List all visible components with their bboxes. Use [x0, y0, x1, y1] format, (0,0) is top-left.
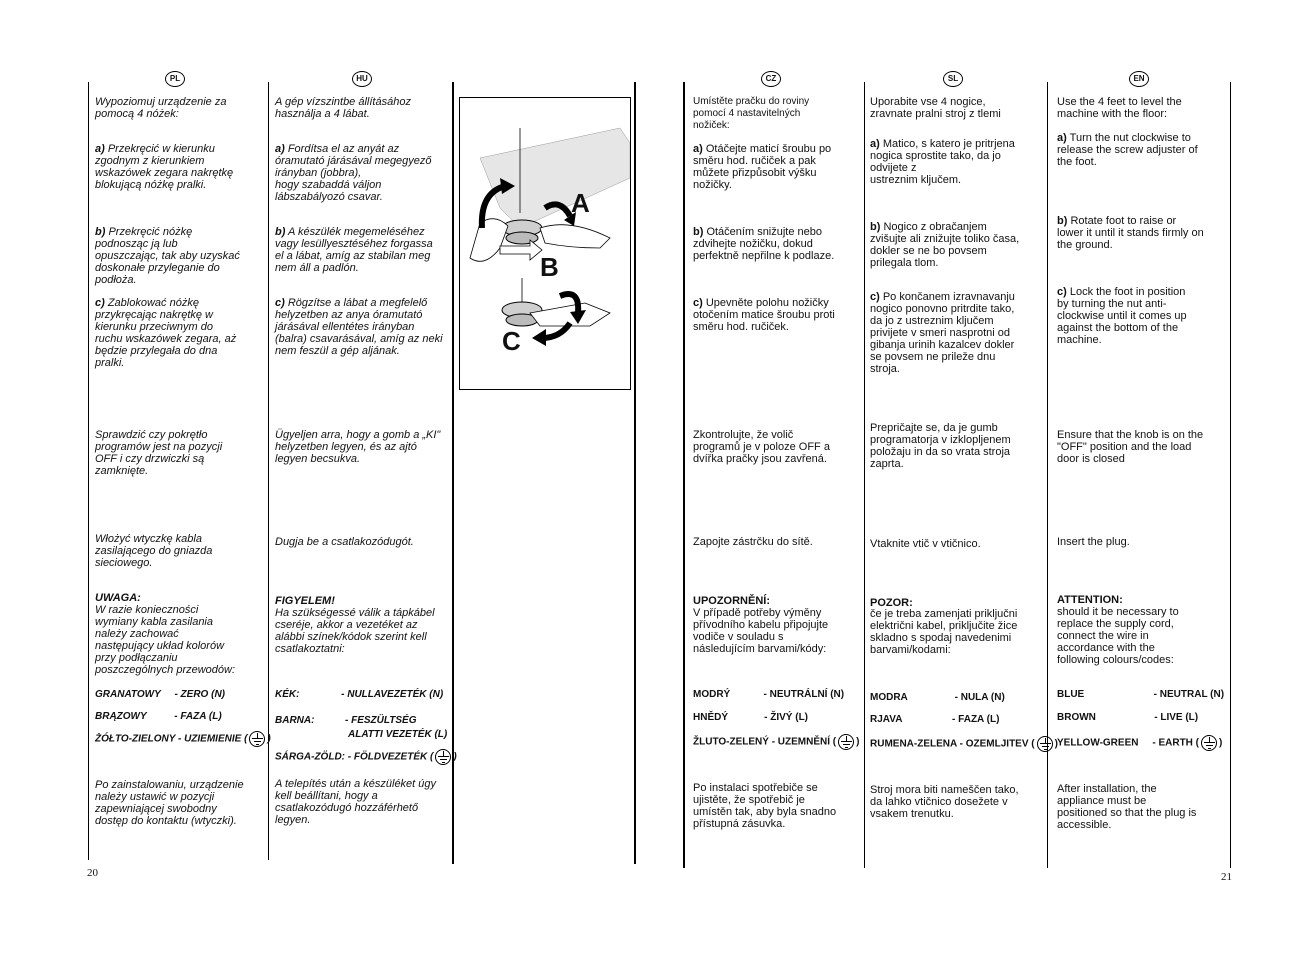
lang-badge-pl: PL — [165, 71, 185, 87]
en-code-earth — [1054, 735, 1223, 751]
sl-knob-check: Prepričajte se, da je gumb programatorja v izklopljenem položaju in da so vrata stroja zaprta. — [870, 422, 1011, 470]
sl-step-b-text: Nogico z obračanjem zvišujte ali znižujte toliko časa, dokler se ne bo povsem prilegala tlom. — [870, 221, 1020, 269]
sl-step-c-text: Po končanem izravnavanju nogico ponovno pritrdite tako, da jo z ustreznim ključem privijete v smeri nasprotni od gibanja urinih kazalcev dokler se povsem ne prileže dnu stroja. — [870, 291, 1015, 375]
sl-step-a-key: a) — [870, 138, 880, 150]
cz-step-c-text: Upevněte polohu nožičky otočením matice šroubu proti směru hod. ručiček. — [693, 297, 835, 333]
hu-code-live-2: ALATTI VEZETÉK (L) — [348, 729, 448, 740]
sl-step-a — [870, 138, 1015, 186]
en-code-live: BROWN - LIVE (L) — [1057, 712, 1199, 723]
column-divider — [1230, 82, 1231, 868]
column-divider — [88, 82, 89, 860]
hu-warning-text: Ha szükségessé válik a tápkábel cseréje, akkor a vezetéket az alábbi színek/kódok szerint kell csatlakoztatni: — [275, 607, 435, 655]
hu-plug: Dugja be a csatlakozódugót. — [275, 536, 414, 548]
sl-step-c-key: c) — [870, 291, 880, 303]
en-plug: Insert the plug. — [1057, 536, 1130, 548]
pl-warning-title: UWAGA: — [95, 592, 141, 604]
sl-code-earth-label: RUMENA-ZELENA - OZEMLJITEV ( — [870, 738, 1035, 750]
en-step-a — [1057, 132, 1198, 168]
en-step-a-text: Turn the nut clockwise to release the screw adjuster of the foot. — [1057, 132, 1198, 168]
hu-intro: A gép vízszintbe állításához használja a 4 lábat. — [275, 96, 411, 120]
sl-step-a-text: Matico, s katero je pritrjena nogica sprostite tako, da jo odvijete z ustreznim ključem. — [870, 138, 1015, 186]
cz-code-live: HNĚDÝ - ŽIVÝ (L) — [693, 712, 809, 723]
cz-code-earth-end: ) — [856, 736, 860, 748]
hu-step-c-text: Rögzítse a lábat a megfelelő helyzetben az anya óramutató járásával ellentétes irányban (balra) csavarásával, amíg az neki nem feszül a gép aljának. — [275, 297, 443, 357]
pl-final-note: Po zainstalowaniu, urządzenie należy ustawić w pozycji zapewniającej swobodny dostęp do kontaktu (wtyczki). — [95, 779, 244, 827]
pl-knob-check: Sprawdzić czy pokrętło programów jest na pozycji OFF i czy drzwiczki są zamknięte. — [95, 429, 223, 477]
en-step-c-text: Lock the foot in position by turning the nut anti- clockwise until it comes up against the bottom of the machine. — [1057, 286, 1187, 346]
cz-step-a-text: Otáčejte maticí šroubu po směru hod. ručiček a pak můžete přizpůsobit výšku nožičky. — [693, 143, 832, 191]
hu-step-b-text: A készülék megemeléséhez vagy lesüllyesztéséhez forgassa el a lábat, amíg az stabilan meg nem áll a padlón. — [275, 226, 433, 274]
cz-knob-check: Zkontrolujte, že volič programů je v poloze OFF a dvířka pračky jsou zavřená. — [693, 429, 830, 465]
cz-final-note: Po instalaci spotřebiče se ujistěte, že spotřebič je umístěn tak, aby byla snadno přístupná zásuvka. — [693, 782, 837, 830]
pl-step-b-text: Przekręcić nóżkę podnosząc ją lub opuszczając, tak aby uzyskać doskonałe przyleganie do podłoża. — [95, 226, 240, 286]
pl-step-b-key: b) — [95, 226, 106, 238]
lang-badge-sl: SL — [943, 71, 963, 87]
hu-step-c — [275, 297, 443, 357]
cz-step-b-key: b) — [693, 226, 704, 238]
en-step-b — [1057, 215, 1204, 251]
sl-step-b-key: b) — [870, 221, 881, 233]
en-code-earth-end: ) — [1219, 737, 1223, 749]
page-number-left: 20 — [87, 867, 98, 879]
lang-badge-cz: CZ — [761, 71, 781, 87]
cz-code-neutral: MODRÝ - NEUTRÁLNÍ (N) — [693, 689, 845, 700]
en-knob-check: Ensure that the knob is on the "OFF" position and the load door is closed — [1057, 429, 1204, 465]
sl-warning-title: POZOR: — [870, 597, 913, 609]
pl-step-a-text: Przekręcić w kierunku zgodnym z kierunkiem wskazówek zegara nakrętkę blokującą nóżkę pralki. — [95, 143, 234, 191]
pl-code-earth — [95, 731, 271, 747]
figure-label-b: B — [540, 252, 559, 282]
cz-code-earth — [693, 734, 859, 750]
foot-adjustment-drawing — [460, 98, 630, 389]
figure-label-a: A — [571, 188, 590, 218]
cz-warning-title: UPOZORNĚNÍ: — [693, 595, 770, 607]
en-final-note: After installation, the appliance must be positioned so that the plug is accessible. — [1057, 783, 1197, 831]
hu-code-earth — [275, 749, 457, 765]
hu-knob-check: Ügyeljen arra, hogy a gomb a „KI" helyzetben legyen, és az ajtó legyen becsukva. — [275, 429, 441, 465]
sl-step-c — [870, 291, 1015, 375]
cz-step-b — [693, 226, 834, 262]
en-warning-text: should it be necessary to replace the supply cord, connect the wire in accordance with the following colours/codes: — [1057, 606, 1179, 666]
cz-intro: Umístěte pračku do roviny pomocí 4 nastavitelných nožiček: — [693, 96, 810, 131]
cz-step-c-key: c) — [693, 297, 703, 309]
pl-code-neutral: GRANATOWY - ZERO (N) — [95, 689, 225, 700]
cz-plug: Zapojte zástrčku do sítě. — [693, 536, 813, 548]
en-intro: Use the 4 feet to level the machine with the floor: — [1057, 96, 1182, 120]
sl-code-earth — [870, 736, 1058, 752]
sl-intro: Uporabite vse 4 nogice, zravnate pralni stroj z tlemi — [870, 96, 1001, 120]
sl-step-b — [870, 221, 1019, 269]
en-step-c — [1057, 286, 1187, 346]
pl-step-a — [95, 143, 233, 191]
figure-label-c: C — [502, 326, 521, 356]
pl-intro: Wypoziomuj urządzenie za pomocą 4 nóżek: — [95, 96, 227, 120]
pl-step-c — [95, 297, 236, 369]
hu-final-note: A telepítés után a készüléket úgy kell beállítani, hogy a csatlakozódugó hozzáférhető legyen. — [275, 778, 437, 826]
en-step-a-key: a) — [1057, 132, 1067, 144]
cz-code-earth-label: ŽLUTO-ZELENÝ - UZEMNĚNÍ ( — [693, 736, 837, 748]
hu-warning-title: FIGYELEM! — [275, 595, 335, 607]
column-divider — [864, 82, 865, 868]
en-code-neutral: BLUE - NEUTRAL (N) — [1057, 689, 1225, 700]
en-step-b-text: Rotate foot to raise or lower it until it stands firmly on the ground. — [1057, 215, 1204, 251]
sl-code-live: RJAVA - FAZA (L) — [870, 714, 1000, 725]
earth-icon — [1037, 736, 1053, 752]
en-step-c-key: c) — [1057, 286, 1067, 298]
sl-plug: Vtaknite vtič v vtičnico. — [870, 538, 981, 550]
leveling-illustration — [459, 97, 631, 390]
pl-step-a-key: a) — [95, 143, 105, 155]
pl-code-earth-end: ) — [267, 733, 271, 745]
lang-badge-hu: HU — [352, 71, 372, 87]
sl-code-earth-end: ) — [1054, 738, 1058, 750]
earth-icon — [838, 734, 854, 750]
hu-step-a-text: Fordítsa el az anyát az óramutató járásával megegyező irányban (jobbra), hogy szabaddá váljon lábszabályozó csavar. — [275, 143, 432, 203]
column-divider — [683, 82, 685, 868]
pl-step-c-text: Zablokować nóżkę przykręcając nakrętkę w kierunku przeciwnym do ruchu wskazówek zegara, aż będzie przylegała do dna pralki. — [95, 297, 237, 369]
pl-step-b — [95, 226, 240, 286]
pl-warning-text: W razie konieczności wymiany kabla zasilania należy zachować następujący układ kolorów przy podłączaniu poszczególnych przewodów: — [95, 604, 236, 676]
hu-step-a — [275, 143, 432, 203]
earth-icon — [249, 731, 265, 747]
sl-final-note: Stroj mora biti nameščen tako, da lahko vtičnico dosežete v vsakem trenutku. — [870, 784, 1019, 820]
pl-code-live: BRĄZOWY - FAZA (L) — [95, 711, 222, 722]
hu-step-c-key: c) — [275, 297, 285, 309]
cz-step-c — [693, 297, 835, 333]
pl-plug: Włożyć wtyczkę kabla zasilającego do gniazda sieciowego. — [95, 533, 213, 569]
page-number-right: 21 — [1221, 871, 1232, 883]
cz-step-b-text: Otáčením snižujte nebo zdvihejte nožičku, dokud perfektně nepřilne k podlaze. — [693, 226, 835, 262]
pl-step-c-key: c) — [95, 297, 105, 309]
en-code-earth-label: YELLOW-GREEN - EARTH ( — [1057, 737, 1200, 749]
hu-step-b-key: b) — [275, 226, 286, 238]
hu-code-live: BARNA: - FESZÜLTSÉG — [275, 715, 417, 726]
column-divider — [452, 82, 457, 864]
en-warning-title: ATTENTION: — [1057, 594, 1123, 606]
lang-badge-en: EN — [1129, 71, 1149, 87]
hu-code-neutral: KÉK: - NULLAVEZETÉK (N) — [275, 689, 444, 700]
hu-code-earth-end: ) — [453, 751, 457, 763]
sl-warning-text: če je treba zamenjati priključni električni kabel, priključite žice skladno s spodaj navedenimi barvami/kodami: — [870, 608, 1018, 656]
cz-step-a — [693, 143, 831, 191]
hu-step-b — [275, 226, 433, 274]
column-divider — [634, 82, 636, 864]
en-step-b-key: b) — [1057, 215, 1068, 227]
cz-step-a-key: a) — [693, 143, 703, 155]
cz-warning-text: V případě potřeby výměny přívodního kabelu připojujte vodiče v souladu s následujícím barvami/kódy: — [693, 607, 829, 655]
pl-code-earth-label: ŻÓŁTO-ZIELONY - UZIEMIENIE ( — [95, 733, 248, 745]
hu-code-earth-label: SÁRGA-ZÖLD: - FÖLDVEZETÉK ( — [275, 751, 434, 763]
sl-code-neutral: MODRA - NULA (N) — [870, 692, 1005, 703]
hu-step-a-key: a) — [275, 143, 285, 155]
earth-icon — [435, 749, 451, 765]
earth-icon — [1201, 735, 1217, 751]
